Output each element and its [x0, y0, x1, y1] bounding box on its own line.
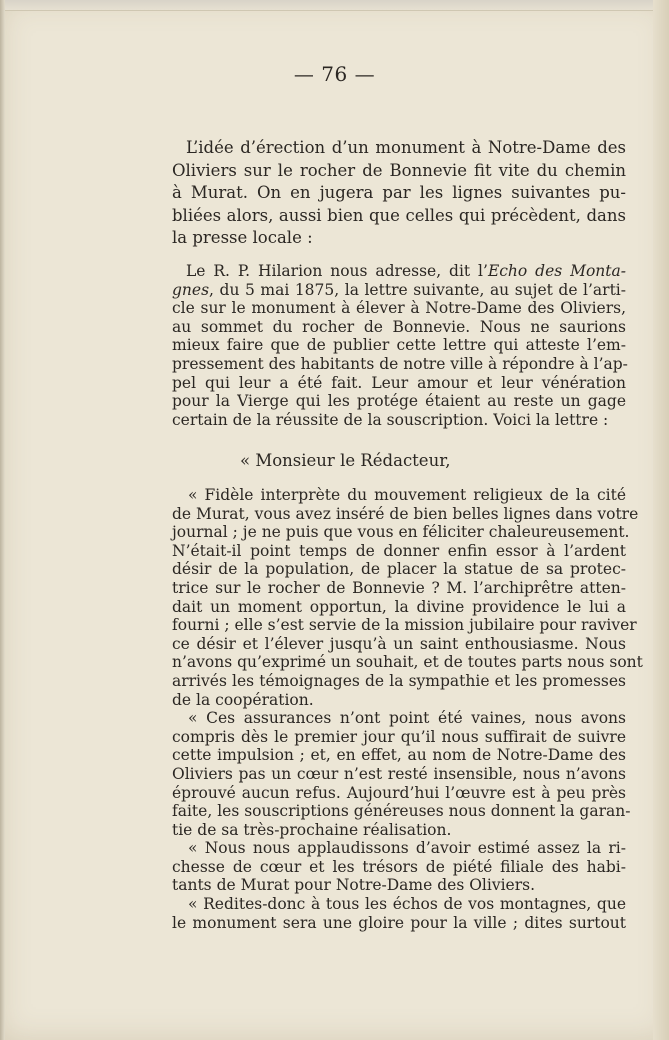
- text-line: [172, 281, 626, 300]
- text-line: faite, les souscriptions généreuses nous donnent la garan-: [172, 802, 631, 821]
- page-right-edge: [653, 0, 669, 1040]
- newspaper-title-part2: gnes: [172, 280, 210, 299]
- text-line: éprouvé aucun refus. Aujourd’hui l’œuvre est à peu près: [172, 783, 626, 802]
- page-top-edge: [0, 0, 669, 11]
- text-line: « Ces assurances n’ont point été vaines, nous avons: [188, 709, 626, 728]
- text-line: bliées alors, aussi bien que celles qui précèdent, dans: [172, 205, 626, 225]
- text-line: « Fidèle interprète du mouvement religieux de la cité: [188, 486, 626, 504]
- text-line: pel qui leur a été fait. Leur amour et leur vénération: [172, 373, 626, 392]
- text-line: de Murat, vous avez inséré de bien belles lignes dans votre: [172, 504, 639, 523]
- text-line: N’était-il point temps de donner enfin essor à l’ardent: [172, 541, 626, 560]
- letter-body: [172, 486, 643, 932]
- text-line: compris dès le premier jour qu’il nous suffirait de suivre: [172, 727, 626, 746]
- text-line: tie de sa très-prochaine réalisation.: [172, 820, 452, 839]
- line-start: Le R. P. Hilarion nous adresse, dit l’: [186, 262, 488, 280]
- text-line: L’idée d’érection d’un monument à Notre-Dame des: [186, 138, 626, 157]
- text-line: Oliviers pas un cœur n’est resté insensible, nous n’avons: [172, 764, 626, 783]
- text-line: mieux faire que de publier cette lettre qui atteste l’em-: [172, 336, 626, 355]
- text-line: Oliviers sur le rocher de Bonnevie fit vite du chemin: [172, 160, 626, 180]
- text-line: pressement des habitants de notre ville à répondre à l’ap-: [172, 354, 628, 373]
- text-line: certain de la réussite de la souscription. Voici la lettre :: [172, 410, 609, 429]
- letter-salutation: « Monsieur le Rédacteur,: [240, 451, 451, 470]
- text-line: cette impulsion ; et, en effet, au nom de Notre-Dame des: [172, 746, 626, 765]
- text-line: n’avons qu’exprimé un souhait, et de toutes parts nous sont: [172, 653, 643, 672]
- text-line: fourni ; elle s’est servie de la mission jubilaire pour raviver: [172, 616, 637, 635]
- text-line: « Nous nous applaudissons d’avoir estimé assez la ri-: [188, 839, 626, 858]
- text-line: la presse locale :: [172, 228, 313, 247]
- text-line: tants de Murat pour Notre-Dame des Oliviers.: [172, 876, 536, 895]
- line-rest: , du 5 mai 1875, la lettre suivante, au sujet de l’arti-: [209, 280, 626, 299]
- text-line: à Murat. On en jugera par les lignes suivantes pu-: [172, 183, 626, 202]
- page-left-edge: [0, 0, 5, 1040]
- text-line: [172, 262, 626, 281]
- intro-paragraph: [172, 137, 626, 250]
- text-line: dait un moment opportun, la divine providence le lui a: [172, 597, 626, 616]
- text-line: cle sur le monument à élever à Notre-Dame des Oliviers,: [172, 299, 626, 318]
- text-line: de la coopération.: [172, 690, 314, 709]
- newspaper-title-part1: Echo des Monta-: [487, 262, 626, 280]
- text-line: ce désir et l’élever jusqu’à un saint enthousiasme. Nous: [172, 634, 626, 653]
- text-line: désir de la population, de placer la statue de sa protec-: [172, 560, 626, 579]
- text-line: au sommet du rocher de Bonnevie. Nous ne saurions: [172, 317, 626, 336]
- text-line: « Redites-donc à tous les échos de vos montagnes, que: [188, 895, 626, 914]
- text-line: chesse de cœur et les trésors de piété filiale des habi-: [172, 857, 626, 876]
- text-line: pour la Vierge qui les protége étaient au reste un gage: [172, 392, 626, 411]
- text-line: le monument sera une gloire pour la ville ; dites surtout: [172, 913, 626, 932]
- page-number: — 76 —: [293, 62, 376, 86]
- text-line: journal ; je ne puis que vous en féliciter chaleureusement.: [172, 523, 630, 542]
- text-line: arrivés les témoignages de la sympathie et les promesses: [172, 671, 626, 690]
- article-paragraph: [172, 262, 626, 429]
- text-line: trice sur le rocher de Bonnevie ? M. l’archiprêtre atten-: [172, 578, 626, 597]
